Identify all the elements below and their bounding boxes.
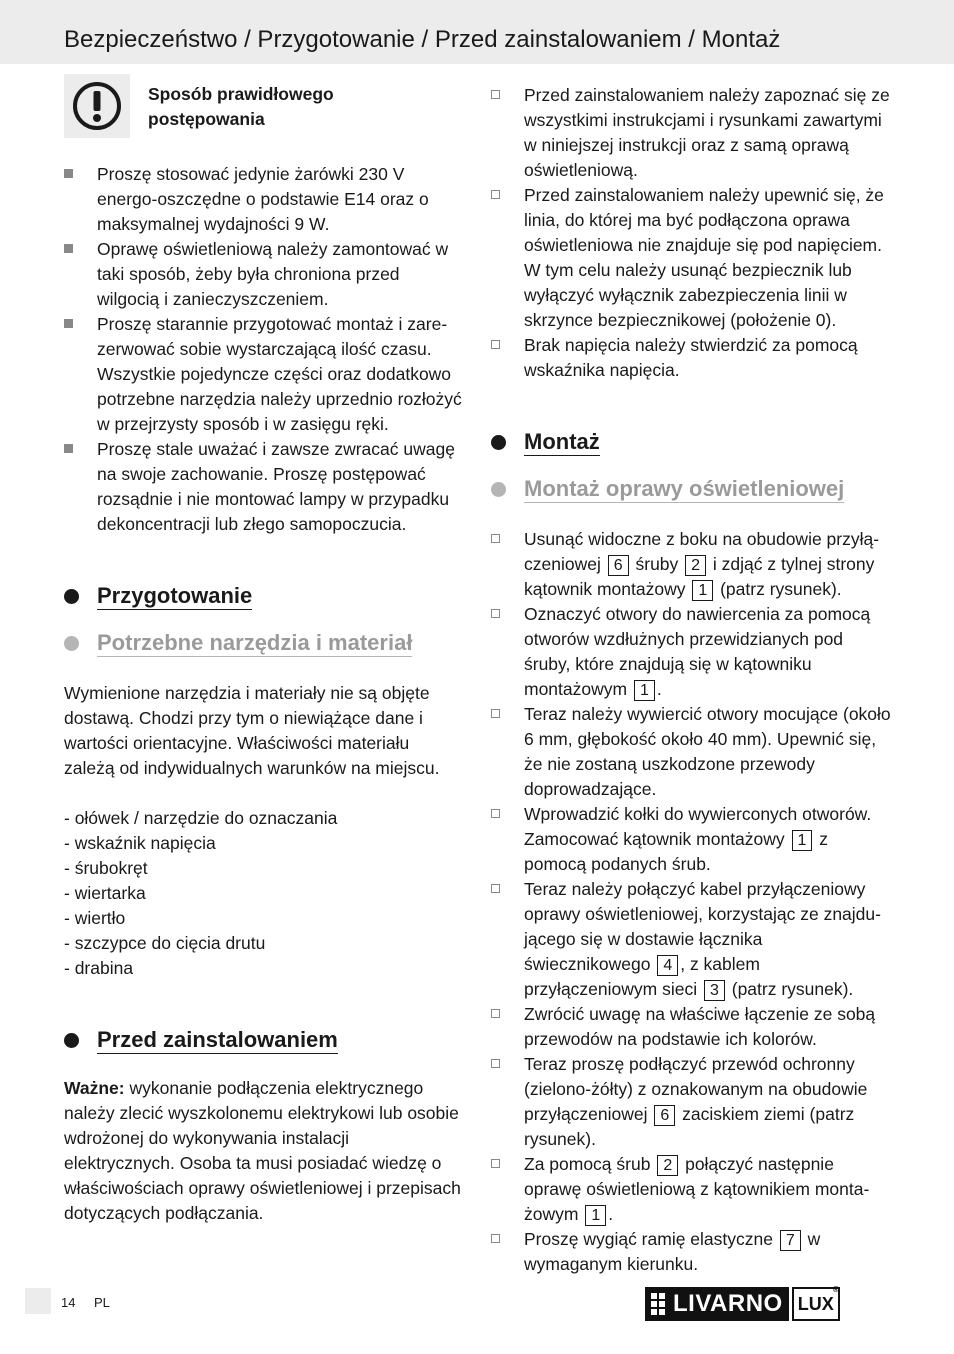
important-text: wykonanie podłączenia elektrycznego należy zlecić wyszkolonemu elektrykowi lub osobie wdrożonej do wykonywania instalacji elektrycznych. Osoba ta musi posiadać wiedzę o właściwościach oprawy oświetleniowej i przepisach dotyczących podłączania. bbox=[64, 1078, 461, 1223]
right-column bbox=[491, 83, 891, 1277]
safety-list bbox=[64, 162, 464, 537]
list-item: Za pomocą śrub 2 połączyć następnie oprawę oświetleniową z kątownikiem monta-żowym 1 . bbox=[491, 1152, 891, 1227]
warning-title-line2: postępowania bbox=[148, 109, 265, 129]
heading-dot-icon bbox=[64, 589, 79, 604]
list-item: Brak napięcia należy stwierdzić za pomocą wskaźnika napięcia. bbox=[491, 333, 891, 383]
bullet-open-square-icon bbox=[491, 340, 500, 349]
part-number: 6 bbox=[654, 1105, 675, 1126]
bullet-open-square-icon bbox=[491, 1234, 500, 1243]
list-item: - szczypce do cięcia drutu bbox=[64, 933, 266, 953]
subheading-tools: Potrzebne narzędzia i materiał bbox=[64, 630, 464, 657]
exclamation-icon bbox=[71, 80, 123, 132]
list-item: Teraz należy połączyć kabel przyłączeniowy oprawy oświetleniowej, korzystając ze znajdu-jącego się w dostawie łącznika świecznikowego 4 , z kablem przyłączeniowym sieci 3 (patrz rysunek). bbox=[491, 877, 891, 1002]
list-item: - wiertło bbox=[64, 908, 126, 928]
list-item: Przed zainstalowaniem należy zapoznać się ze wszystkimi instrukcjami i rysunkami zawartymi w niniejszej instrukcji oraz z samą oprawą oświetleniową. bbox=[491, 83, 891, 183]
bullet-open-square-icon bbox=[491, 809, 500, 818]
logo-grid-icon bbox=[651, 1293, 665, 1315]
bullet-open-square-icon bbox=[491, 709, 500, 718]
brand-logo-main bbox=[645, 1287, 789, 1321]
warning-title bbox=[148, 82, 334, 132]
list-item: Przed zainstalowaniem należy upewnić się, że linia, do której ma być podłączona oprawa oświetleniowa nie znajduje się pod napięciem. W tym celu należy usunąć bezpiecznik lub wyłączyć wyłącznik zabezpieczenia linii w skrzynce bezpiecznikowej (położenie 0). bbox=[491, 183, 891, 333]
bullet-open-square-icon bbox=[491, 1009, 500, 1018]
before-install-list bbox=[491, 83, 891, 383]
part-number: 6 bbox=[608, 555, 629, 576]
list-item: Proszę stale uważać i zawsze zwracać uwagę na swoje zachowanie. Proszę postępować rozsądnie i nie montować lampy w przypadku dekoncentracji lub złego samopoczucia. bbox=[64, 437, 464, 537]
bullet-open-square-icon bbox=[491, 534, 500, 543]
part-number: 1 bbox=[585, 1205, 606, 1226]
part-number: 1 bbox=[634, 680, 655, 701]
list-item: Proszę stosować jedynie żarówki 230 V energo-oszczędne o podstawie E14 oraz o maksymalnej wydajności 9 W. bbox=[64, 162, 464, 237]
important-label: Ważne: bbox=[64, 1078, 125, 1098]
bullet-open-square-icon bbox=[491, 1059, 500, 1068]
registered-mark: ® bbox=[832, 1285, 839, 1294]
important-note bbox=[64, 1076, 464, 1226]
tools-intro: Wymienione narzędzia i materiały nie są objęte dostawą. Chodzi przy tym o niewiążące dane i wartości orientacyjne. Właściwości materiału zależą od indywidualnych warunków na miejscu. bbox=[64, 683, 440, 778]
list-item: Wprowadzić kołki do wywierconych otworów. Zamocować kątownik montażowy 1 z pomocą podanych śrub. bbox=[491, 802, 891, 877]
bullet-square-icon bbox=[64, 169, 73, 178]
bullet-open-square-icon bbox=[491, 1159, 500, 1168]
warning-box bbox=[64, 82, 464, 138]
list-item: Proszę wygiąć ramię elastyczne 7 w wymaganym kierunku. bbox=[491, 1227, 891, 1277]
list-item: - drabina bbox=[64, 958, 134, 978]
mount-steps-list bbox=[491, 527, 891, 1277]
brand-sub: LUX ® bbox=[792, 1287, 840, 1321]
part-number: 1 bbox=[692, 580, 713, 601]
brand-logo bbox=[645, 1287, 840, 1321]
bullet-open-square-icon bbox=[491, 609, 500, 618]
part-number: 1 bbox=[792, 830, 813, 851]
list-item: Teraz proszę podłączyć przewód ochronny (zielono-żółty) z oznakowanym na obudowie przyłączeniowej 6 zaciskiem ziemi (patrz rysunek). bbox=[491, 1052, 891, 1152]
footer-page-box bbox=[25, 1288, 51, 1314]
list-item: Proszę starannie przygotować montaż i zare-zerwować sobie wystarczającą ilość czasu. Wszystkie pojedyncze części oraz dodatkowo potrzebne narzędzia należy uprzednio rozłożyć w przejrzysty sposób i w zasięgu ręki. bbox=[64, 312, 464, 437]
list-item: Zwrócić uwagę na właściwe łączenie ze sobą przewodów na podstawie ich kolorów. bbox=[491, 1002, 891, 1052]
heading-dot-icon bbox=[491, 435, 506, 450]
page-title: Bezpieczeństwo / Przygotowanie / Przed zainstalowaniem / Montaż bbox=[64, 26, 781, 53]
left-column bbox=[64, 82, 464, 1226]
language-code: PL bbox=[94, 1295, 110, 1310]
subheading-mount: Montaż oprawy oświetleniowej bbox=[491, 476, 891, 503]
page-number: 14 bbox=[61, 1295, 76, 1310]
bullet-square-icon bbox=[64, 444, 73, 453]
bullet-open-square-icon bbox=[491, 90, 500, 99]
list-item: Oznaczyć otwory do nawiercenia za pomocą otworów wzdłużnych przewidzianych pod śruby, które znajdują się w kątowniku montażowym 1 . bbox=[491, 602, 891, 702]
subheading-dot-icon bbox=[491, 482, 506, 497]
bullet-square-icon bbox=[64, 244, 73, 253]
part-number: 4 bbox=[657, 955, 678, 976]
heading-dot-icon bbox=[64, 1033, 79, 1048]
list-item: - śrubokręt bbox=[64, 858, 148, 878]
list-item: - ołówek / narzędzie do oznaczania bbox=[64, 808, 338, 828]
part-number: 2 bbox=[685, 555, 706, 576]
bullet-open-square-icon bbox=[491, 190, 500, 199]
bullet-open-square-icon bbox=[491, 884, 500, 893]
tools-list bbox=[64, 806, 464, 981]
part-number: 7 bbox=[780, 1230, 801, 1251]
part-number: 2 bbox=[657, 1155, 678, 1176]
bullet-square-icon bbox=[64, 319, 73, 328]
heading-przygotowanie: Przygotowanie bbox=[64, 583, 464, 610]
part-number: 3 bbox=[704, 980, 725, 1001]
list-item: Usunąć widoczne z boku na obudowie przyłą-czeniowej 6 śruby 2 i zdjąć z tylnej strony kątownik montażowy 1 (patrz rysunek). bbox=[491, 527, 891, 602]
warning-title-line1: Sposób prawidłowego bbox=[148, 84, 334, 104]
list-item: - wiertarka bbox=[64, 883, 146, 903]
list-item: - wskaźnik napięcia bbox=[64, 833, 216, 853]
list-item: Oprawę oświetleniową należy zamontować w taki sposób, żeby była chroniona przed wilgocią i zanieczyszczeniem. bbox=[64, 237, 464, 312]
brand-name: LIVARNO bbox=[673, 1290, 783, 1317]
heading-przed-zainstalowaniem: Przed zainstalowaniem bbox=[64, 1027, 464, 1054]
heading-montaz: Montaż bbox=[491, 429, 891, 456]
list-item: Teraz należy wywiercić otwory mocujące (około 6 mm, głębokość około 40 mm). Upewnić się, że nie zostaną uszkodzone przewody doprowadzające. bbox=[491, 702, 891, 802]
warning-icon-container bbox=[64, 74, 130, 138]
subheading-dot-icon bbox=[64, 636, 79, 651]
